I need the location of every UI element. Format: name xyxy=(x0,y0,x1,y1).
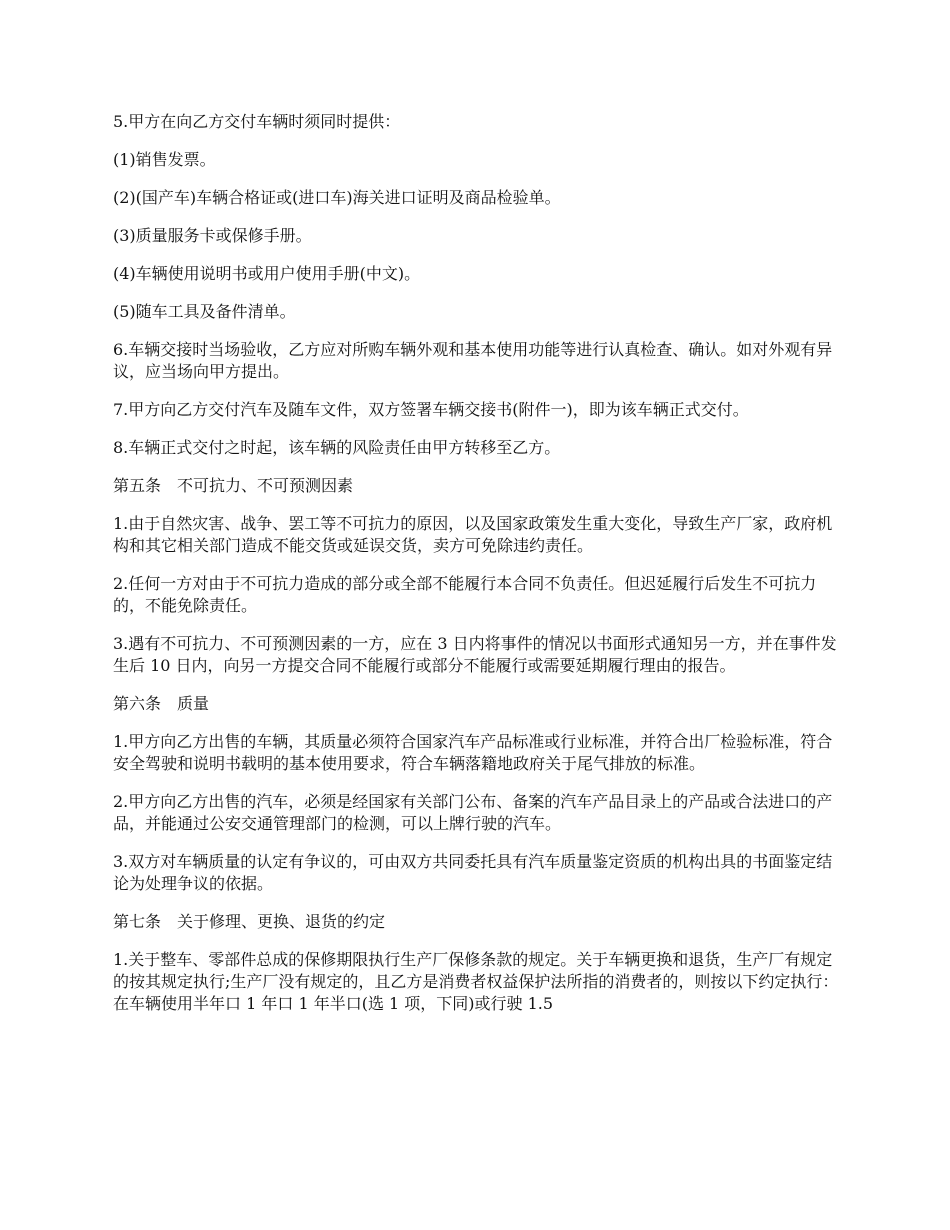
clause-6-inspection: 6.车辆交接时当场验收，乙方应对所购车辆外观和基本使用功能等进行认真检查、确认。如对外观有异议，应当场向甲方提出。 xyxy=(113,340,833,381)
clause-7-delivery: 7.甲方向乙方交付汽车及随车文件，双方签署车辆交接书(附件一)，即为该车辆正式交付。 xyxy=(113,400,749,419)
article-6-clause-1: 1.甲方向乙方出售的车辆，其质量必须符合国家汽车产品标准或行业标准，并符合出厂检验标准，符合安全驾驶和说明书载明的基本使用要求，符合车辆落籍地政府关于尾气排放的标准。 xyxy=(113,732,833,773)
clause-8-risk-transfer: 8.车辆正式交付之时起，该车辆的风险责任由甲方转移至乙方。 xyxy=(113,438,561,457)
section-heading-article-5: 第五条 不可抗力、不可预测因素 xyxy=(113,476,354,495)
list-item-sales-invoice: (1)销售发票。 xyxy=(113,150,216,169)
article-7-clause-1: 1.关于整车、零部件总成的保修期限执行生产厂保修条款的规定。关于车辆更换和退货，生产厂有规定的按其规定执行;生产厂没有规定的，且乙方是消费者权益保护法所指的消费者的，则按以下约定执行：在车辆使用半年口 1 年口 1 年半口(选 1 项，下同)或行驶 1.5 xyxy=(113,950,839,1013)
list-item-warranty-card: (3)质量服务卡或保修手册。 xyxy=(113,226,312,245)
article-6-clause-2: 2.甲方向乙方出售的汽车，必须是经国家有关部门公布、备案的汽车产品目录上的产品或合法进口的产品，并能通过公安交通管理部门的检测，可以上牌行驶的汽车。 xyxy=(113,792,833,833)
article-5-clause-3: 3.遇有不可抗力、不可预测因素的一方，应在 3 日内将事件的情况以书面形式通知另一方，并在事件发生后 10 日内，向另一方提交合同不能履行或部分不能履行或需要延期履行理由的报告。 xyxy=(113,634,837,675)
list-item-tools-list: (5)随车工具及备件清单。 xyxy=(113,302,296,321)
document-body xyxy=(113,111,843,1031)
clause-5-intro: 5.甲方在向乙方交付车辆时须同时提供： xyxy=(113,112,401,131)
section-heading-article-6: 第六条 质量 xyxy=(113,694,210,713)
article-5-clause-1: 1.由于自然灾害、战争、罢工等不可抗力的原因，以及国家政策发生重大变化，导致生产厂家，政府机构和其它相关部门造成不能交货或延误交货，卖方可免除违约责任。 xyxy=(113,514,833,555)
article-5-clause-2: 2.任何一方对由于不可抗力造成的部分或全部不能履行本合同不负责任。但迟延履行后发生不可抗力的，不能免除责任。 xyxy=(113,574,817,615)
article-6-clause-3: 3.双方对车辆质量的认定有争议的，可由双方共同委托具有汽车质量鉴定资质的机构出具的书面鉴定结论为处理争议的依据。 xyxy=(113,852,833,893)
section-heading-article-7: 第七条 关于修理、更换、退货的约定 xyxy=(113,912,386,931)
list-item-certificate: (2)(国产车)车辆合格证或(进口车)海关进口证明及商品检验单。 xyxy=(113,188,561,207)
list-item-manual: (4)车辆使用说明书或用户使用手册(中文)。 xyxy=(113,264,421,283)
